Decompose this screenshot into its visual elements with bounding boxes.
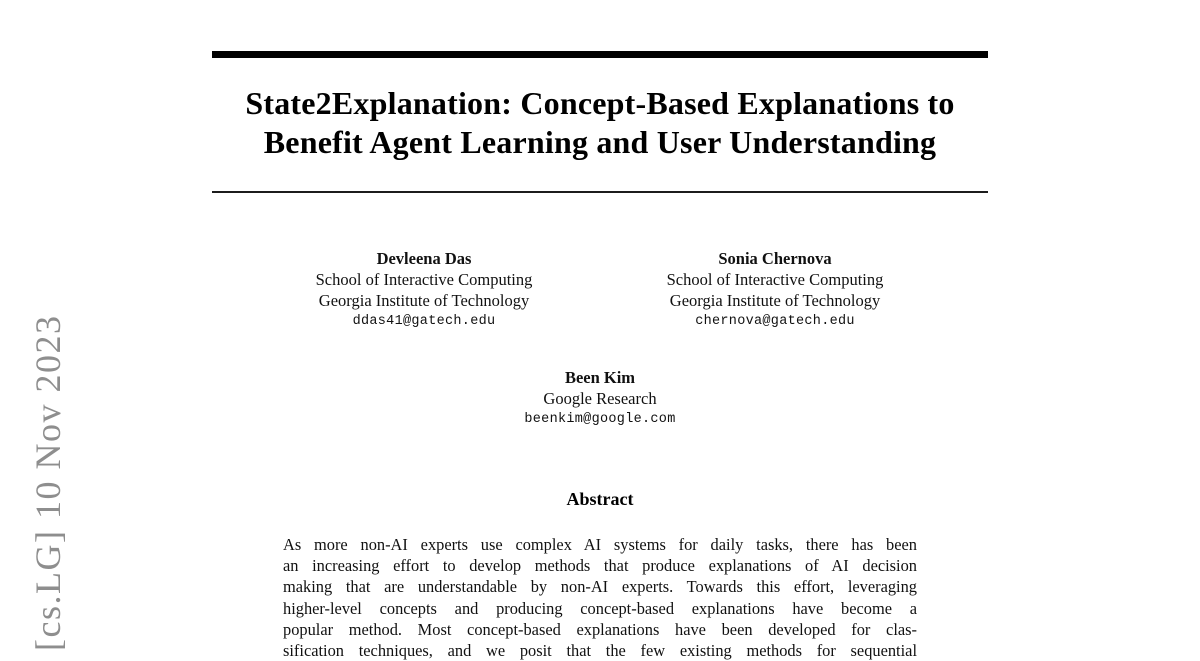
author-block-sonia-chernova xyxy=(605,248,945,332)
author-affiliation-institute: Georgia Institute of Technology xyxy=(669,291,881,310)
paper-title-line1: State2Explanation: Concept-Based Explanations to xyxy=(245,85,955,121)
author-block-devleena-das xyxy=(254,248,594,332)
author-affiliation-institute: Georgia Institute of Technology xyxy=(318,291,530,310)
title-rule-bottom xyxy=(212,191,988,193)
author-name: Sonia Chernova xyxy=(718,249,832,268)
paper-title-line2: Benefit Agent Learning and User Understanding xyxy=(263,124,937,160)
abstract-line: higher-level concepts and producing concept-based explanations have become a xyxy=(283,598,917,618)
abstract-line: popular method. Most concept-based explanations have been developed for clas- xyxy=(283,619,917,639)
abstract-line-clipped: sification techniques, and we posit that the few existing methods for sequential xyxy=(283,641,917,661)
author-affiliation-school: School of Interactive Computing xyxy=(666,270,884,289)
title-rule-top xyxy=(212,51,988,58)
abstract-line: making that are understandable by non-AI experts. Towards this effort, leveraging xyxy=(283,577,917,597)
author-affiliation-school: School of Interactive Computing xyxy=(315,270,533,289)
author-block-been-kim xyxy=(430,367,770,430)
author-name: Devleena Das xyxy=(376,249,472,268)
arxiv-sidebar-stamp: [cs.LG] 10 Nov 2023 xyxy=(28,314,68,651)
author-name: Been Kim xyxy=(564,368,636,387)
author-email: ddas41@gatech.edu xyxy=(352,314,496,329)
author-affiliation-institute: Google Research xyxy=(543,389,657,408)
abstract-heading: Abstract xyxy=(566,489,634,509)
author-email: chernova@gatech.edu xyxy=(695,314,855,329)
author-email: beenkim@google.com xyxy=(524,412,676,427)
paper-title xyxy=(150,84,1050,162)
abstract-line: As more non-AI experts use complex AI systems for daily tasks, there has been xyxy=(283,535,917,554)
abstract-line: an increasing effort to develop methods that produce explanations of AI decision xyxy=(283,556,917,576)
abstract-body xyxy=(283,534,917,661)
